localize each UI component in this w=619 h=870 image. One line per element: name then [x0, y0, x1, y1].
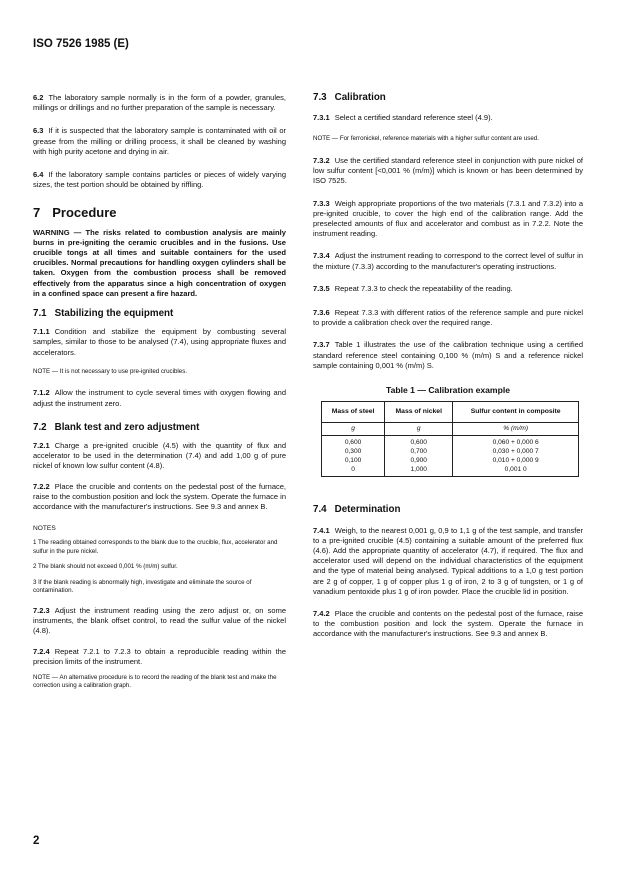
table-cell: 0,060 + 0,000 6 [492, 439, 539, 447]
paragraph-7-3-7: 7.3.7 Table 1 illustrates the use of the calibration technique using a certified standard reference steel containing 0,100 % (m/m) S and a reference nickel sample containing 0,001 % (m/m) S. [313, 340, 583, 370]
table-header: Sulfur content in composite [453, 402, 579, 423]
table-cell: 0,600 [410, 439, 427, 447]
calibration-table [321, 401, 579, 477]
table-cell: 1,000 [410, 466, 427, 474]
paragraph-7-4-1: 7.4.1 Weigh, to the nearest 0,001 g, 0,9 to 1,1 g of the test sample, and transfer to a pre-ignited crucible (4.5) containing a suitable amount of the preferred flux (4.6). Add the appropriate quantity of accelerator (4.7), if required. The flux and accelerator used will depend on the individual characteristics of the equipment and the type of material being analysed. Typical additions to a 1,0 g test portion are 2 g of copper, 1 g of copper plus 1 g of iron, 2 to 3 g of tungsten, or 1 g of vanadium pentoxide plus 1 g of iron powder. Place the crucible lid in position. [313, 525, 583, 596]
table-column-steel [322, 436, 385, 477]
section-heading-7-4: 7.4 Determination [313, 504, 401, 516]
table-column-nickel [385, 436, 453, 477]
paragraph-7-3-4: 7.3.4 Adjust the instrument reading to correspond to the correct level of sulfur in the mixture (7.3.3) according to the manufacturer's operating instructions. [313, 251, 583, 271]
table-cell: 0,001 0 [504, 466, 527, 474]
paragraph-7-2-4: 7.2.4 Repeat 7.2.1 to 7.2.3 to obtain a reproducible reading within the precision limits of the instrument. [33, 646, 286, 666]
table-unit: % (m/m) [453, 423, 579, 436]
paragraph-7-4-2: 7.4.2 Place the crucible and contents on the pedestal post of the furnace, raise to the combustion position and lock the system. Operate the furnace in accordance with the manufacturer's instructions. See 9.3 and annex B. [313, 608, 583, 639]
table-cell: 0,600 [344, 439, 362, 447]
paragraph-6-3: 6.3 If it is suspected that the laboratory sample is contaminated with oil or grease from the milling or drilling process, it shall be cleaned by washing with high purity acetone and drying in air. [33, 126, 286, 156]
right-column [313, 93, 583, 647]
paragraph-7-1-1: 7.1.1 Condition and stabilize the equipment by combusting several samples, similar to those to be analysed (7.4), using appropriate fluxes and accelerators. [33, 327, 286, 357]
table-header: Mass of nickel [385, 402, 453, 423]
table-cell: 0,300 [344, 448, 362, 456]
section-heading-7-2: 7.2 Blank test and zero adjustment [33, 421, 200, 433]
table-cell: 0,900 [410, 457, 427, 465]
section-heading-7-3: 7.3 Calibration [313, 92, 386, 103]
paragraph-7-3-1: 7.3.1 Select a certified standard reference steel (4.9). [313, 113, 493, 123]
note-7-1: NOTE — It is not necessary to use pre-ignited crucibles. [33, 367, 188, 375]
paragraph-7-2-2: 7.2.2 Place the crucible and contents on the pedestal post of the furnace, raise to the combustion position and lock the system. Operate the furnace in accordance with the manufacturer's instructions. See 9.3 and annex B. [33, 481, 286, 511]
document-header: ISO 7526 1985 (E) [33, 38, 129, 50]
paragraph-7-3-5: 7.3.5 Repeat 7.3.3 to check the repeatability of the reading. [313, 283, 513, 293]
note-7-2-4: NOTE — An alternative procedure is to record the reading of the blank test and make the correction using a calibration graph. [33, 673, 277, 690]
table-cell: 0 [351, 466, 355, 474]
table-cell: 0,010 + 0,000 9 [492, 457, 539, 465]
paragraph-7-2-1: 7.2.1 Charge a pre-ignited crucible (4.5) with the quantity of flux and accelerator to be used in the determination (7.4) and add 1,00 g of pure nickel of known low sulfur content (4.8). [33, 440, 286, 471]
section-heading-7-1: 7.1 Stabilizing the equipment [33, 308, 174, 320]
note-item: 3 If the blank reading is abnormally high, investigate and eliminate the source of contamination. [33, 578, 252, 595]
paragraph-6-2: 6.2 The laboratory sample normally is in the form of a powder, granules, millings or drillings and no further preparation of the sample is necessary. [33, 93, 286, 113]
page-number: 2 [33, 835, 40, 847]
table-column-sulfur [453, 436, 579, 477]
table-unit: g [385, 423, 453, 436]
paragraph-7-2-3: 7.2.3 Adjust the instrument reading using the zero adjust or, on some instruments, the blank offset control, to read the sulfur value of the nickel (4.8). [33, 605, 286, 636]
section-heading-procedure: 7 Procedure [33, 205, 117, 221]
paragraph-7-3-2: 7.3.2 Use the certified standard reference steel in conjunction with pure nickel of low sulfur content [<0,001 % (m/m)] which is known or has been determined by ISO 7525. [313, 155, 583, 186]
table-cell: 0,100 [344, 457, 362, 465]
left-column [33, 93, 286, 698]
paragraph-6-4: 6.4 If the laboratory sample contains particles or pieces of widely varying sizes, the test portion should be obtained by riffling. [33, 170, 286, 190]
note-item: 2 The blank should not exceed 0,001 % (m/m) sulfur. [33, 563, 178, 571]
warning-text: WARNING — The risks related to combustion analysis are mainly burns in pre-igniting the ceramic crucibles and in the fusions. Use crucible tongs at all times and suitable containers for the used crucibles. Normal precautions for handling oxygen cylinders shall be taken. Oxygen from the combustion process shall be removed effectively from the apparatus since a high concentration of oxygen in a confined space can present a fire hazard. [33, 227, 286, 298]
paragraph-7-3-6: 7.3.6 Repeat 7.3.3 with different ratios of the reference sample and pure nickel to provide a calibration check over the required range. [313, 307, 583, 328]
notes-title: NOTES [33, 525, 56, 533]
table-caption: Table 1 — Calibration example [385, 384, 510, 395]
paragraph-7-3-3: 7.3.3 Weigh appropriate proportions of the two materials (7.3.1 and 7.3.2) into a pre-ignited crucible, to cover the high end of the calibration range. Add the preselected amounts of flux and accelerator and combust as in 7.2.2. Note the instrument reading. [313, 198, 583, 239]
paragraph-7-1-2: 7.1.2 Allow the instrument to cycle several times with oxygen flowing and adjust the instrument zero. [33, 388, 286, 408]
table-header: Mass of steel [322, 402, 385, 423]
note-7-3-1: NOTE — For ferronickel, reference materials with a higher sulfur content are used. [313, 135, 539, 143]
table-cell: 0,700 [410, 448, 427, 456]
table-cell: 0,030 + 0,000 7 [492, 448, 539, 456]
note-item: 1 The reading obtained corresponds to the blank due to the crucible, flux, accelerator and sulfur in the pure nickel. [33, 539, 278, 555]
table-unit: g [322, 423, 385, 436]
